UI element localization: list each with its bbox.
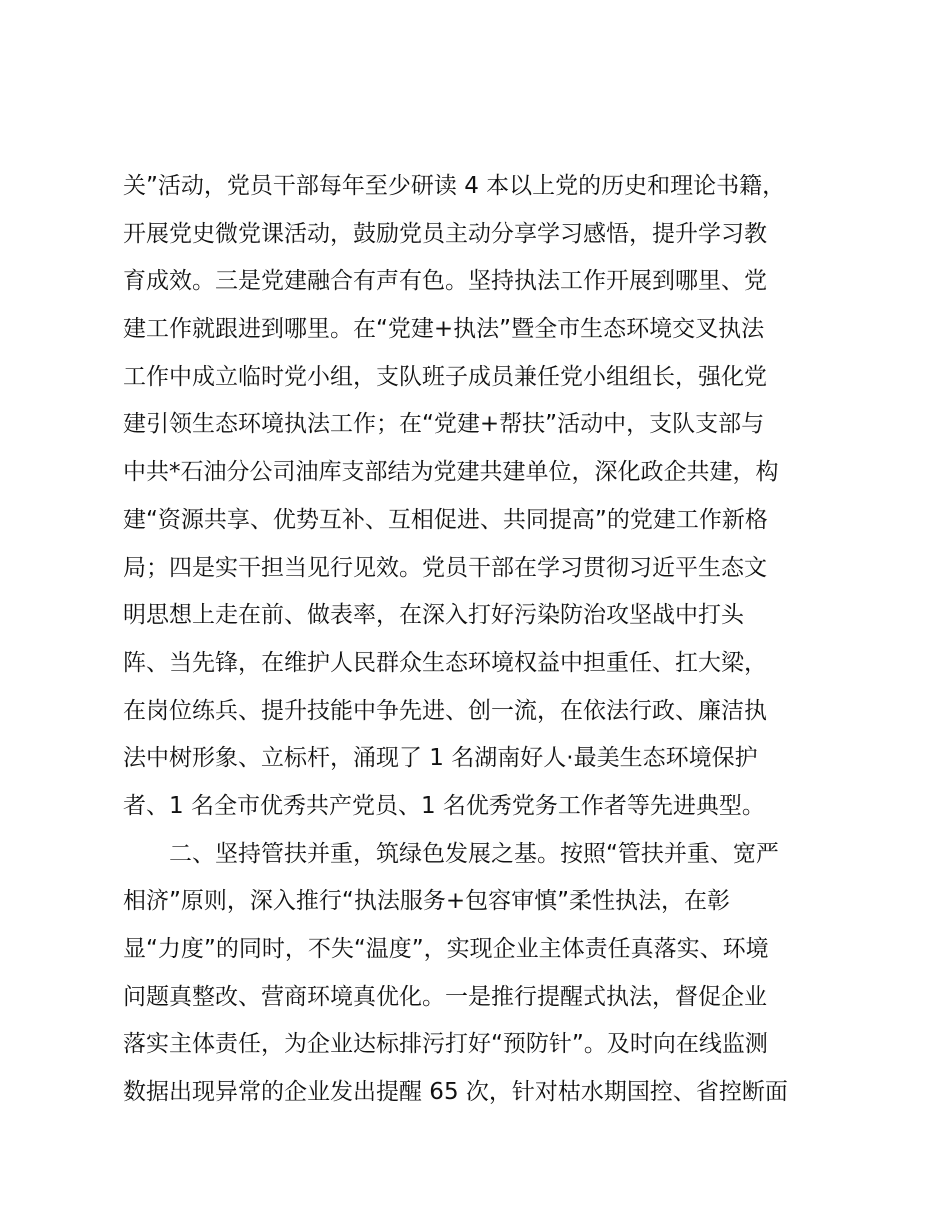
text-line: 局；四是实干担当见行见效。党员干部在学习贯彻习近平生态文 bbox=[123, 554, 767, 581]
text-line: 关”活动，党员干部每年至少研读 4 本以上党的历史和理论书籍， bbox=[123, 173, 786, 199]
body-text bbox=[123, 163, 843, 1117]
text-line: 问题真整改、营商环境真优化。一是推行提醒式执法，督促企业 bbox=[123, 983, 767, 1010]
text-line: 数据出现异常的企业发出提醒 65 次，针对枯水期国控、省控断面 bbox=[123, 1079, 788, 1106]
text-line: 建“资源共享、优势互补、互相促进、共同提高”的党建工作新格 bbox=[123, 506, 768, 533]
text-line: 在岗位练兵、提升技能中争先进、创一流，在依法行政、廉洁执 bbox=[123, 697, 767, 724]
text-line: 者、1 名全市优秀共产党员、1 名优秀党务工作者等先进典型。 bbox=[123, 792, 765, 819]
text-line: 落实主体责任，为企业达标排污打好“预防针”。及时向在线监测 bbox=[123, 1031, 768, 1058]
text-line: 明思想上走在前、做表率，在深入打好污染防治攻坚战中打头 bbox=[123, 602, 744, 629]
text-line: 阵、当先锋，在维护人民群众生态环境权益中担重任、扛大梁， bbox=[123, 649, 767, 676]
text-line: 法中树形象、立标杆，涌现了 1 名湖南好人·最美生态环境保护 bbox=[123, 745, 758, 772]
text-line: 相济”原则，深入推行“执法服务+包容审慎”柔性执法，在彰 bbox=[123, 888, 731, 915]
text-line: 开展党史微党课活动，鼓励党员主动分享学习感悟，提升学习教 bbox=[123, 220, 767, 247]
section-heading-line: 二、坚持管扶并重，筑绿色发展之基。按照“管扶并重、宽严 bbox=[123, 840, 779, 867]
text-line: 建工作就跟进到哪里。在“党建+执法”暨全市生态环境交叉执法 bbox=[123, 316, 765, 343]
text-line: 显“力度”的同时，不失“温度”，实现企业主体责任真落实、环境 bbox=[123, 936, 769, 962]
text-line: 育成效。三是党建融合有声有色。坚持执法工作开展到哪里、党 bbox=[123, 268, 767, 295]
text-line: 建引领生态环境执法工作；在“党建+帮扶”活动中，支队支部与 bbox=[123, 411, 765, 438]
text-line: 中共*石油分公司油库支部结为党建共建单位，深化政企共建，构 bbox=[123, 459, 779, 486]
text-line: 工作中成立临时党小组，支队班子成员兼任党小组组长，强化党 bbox=[123, 363, 767, 390]
